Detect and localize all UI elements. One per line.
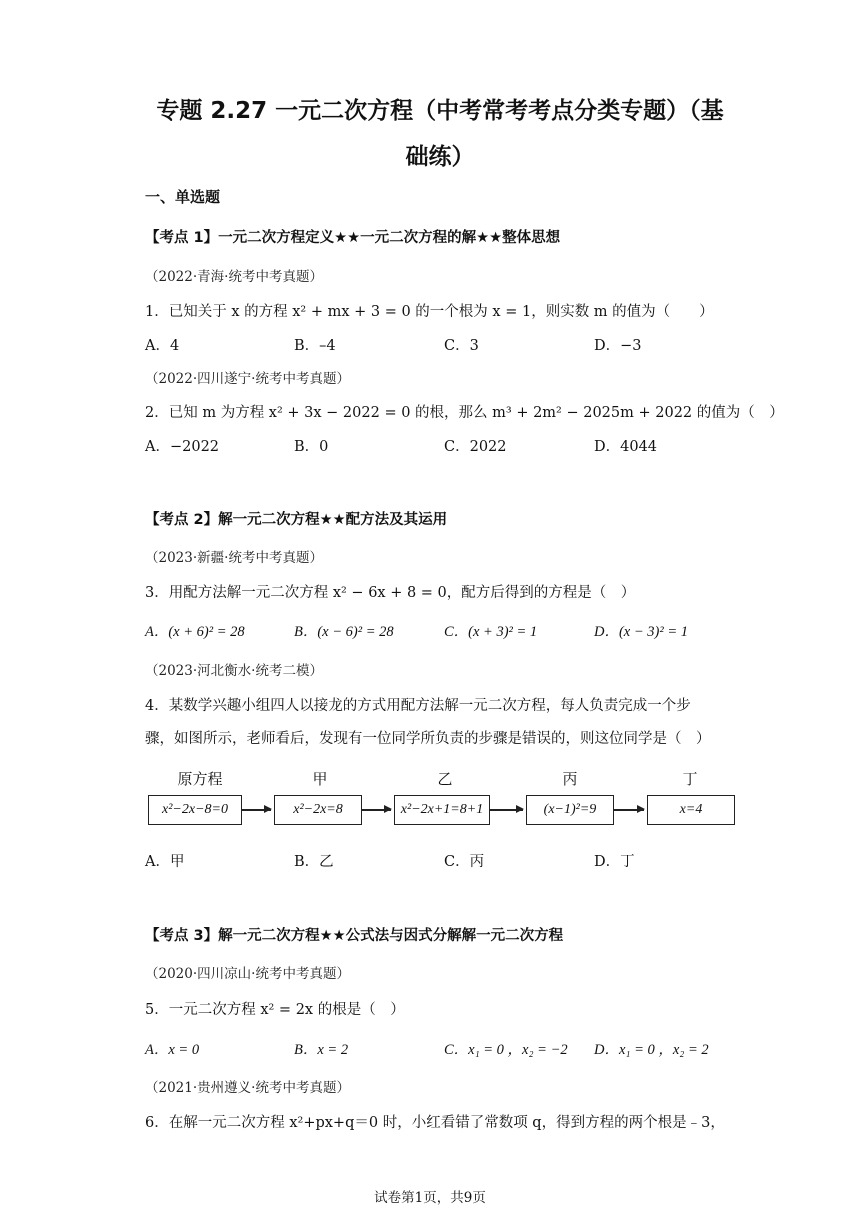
- question-source-1: （2022·青海·统考中考真题）: [145, 269, 323, 285]
- question-stem-4-line1: 4．某数学兴趣小组四人以接龙的方式用配方法解一元二次方程，每人负责完成一个步: [145, 698, 691, 714]
- page-title: 专题 2.27 一元二次方程（中考常考考点分类专题）（基: [156, 98, 724, 124]
- option-4d: D．丁: [594, 854, 635, 870]
- option-3c: C．(x + 3)² = 1: [444, 624, 538, 640]
- flow-arrow-2: [362, 809, 391, 811]
- option-3b: B．(x − 6)² = 28: [294, 624, 394, 640]
- option-5c: C．x₁ = 0 ，x₂ = −2: [444, 1042, 568, 1058]
- flow-box-yi: x²−2x+1=8+1: [394, 795, 490, 825]
- option-5d: D．x₁ = 0 ，x₂ = 2: [594, 1042, 709, 1058]
- flow-arrow-4: [614, 809, 644, 811]
- page-footer: 试卷第1页，共9页: [374, 1190, 486, 1206]
- option-4c: C．丙: [444, 854, 485, 870]
- option-3a: A．(x + 6)² = 28: [145, 624, 245, 640]
- section-heading: 一、单选题: [145, 188, 221, 206]
- page-title-continued: 础练）: [405, 144, 475, 170]
- question-stem-3: 3．用配方法解一元二次方程 x² − 6x + 8 = 0，配方后得到的方程是（ ）: [145, 585, 636, 601]
- option-1a: A．4: [145, 338, 180, 354]
- question-source-4: （2023·河北衡水·统考二模）: [145, 663, 323, 679]
- question-stem-6: 6．在解一元二次方程 x²+px+q＝0 时，小红看错了常数项 q，得到方程的两个根是﹣3，: [145, 1115, 725, 1131]
- option-2d: D．4044: [594, 439, 658, 455]
- flow-diagram: [145, 768, 745, 830]
- kaodian-heading-2: 【考点 2】解一元二次方程★★配方法及其运用: [145, 512, 448, 528]
- question-stem-4-line2: 骤，如图所示，老师看后，发现有一位同学所负责的步骤是错误的，则这位同学是（ ）: [145, 731, 711, 747]
- flow-box-ding: x=4: [647, 795, 735, 825]
- question-stem-1: 1．已知关于 x 的方程 x² + mx + 3 = 0 的一个根为 x = 1，则实数 m 的值为（ ）: [145, 304, 714, 320]
- question-stem-5: 5．一元二次方程 x² = 2x 的根是（ ）: [145, 1002, 405, 1018]
- question-source-5: （2020·四川凉山·统考中考真题）: [145, 966, 350, 982]
- option-2a: A．−2022: [145, 439, 220, 455]
- kaodian-heading-1: 【考点 1】一元二次方程定义★★一元二次方程的解★★整体思想: [145, 230, 561, 246]
- question-source-6: （2021·贵州遵义·统考中考真题）: [145, 1080, 350, 1096]
- option-2c: C．2022: [444, 439, 507, 455]
- flow-arrow-1: [242, 809, 271, 811]
- option-1d: D．−3: [594, 338, 642, 354]
- flow-box-bing: (x−1)²=9: [526, 795, 614, 825]
- flow-label-ding: 丁: [682, 770, 698, 788]
- question-source-3: （2023·新疆·统考中考真题）: [145, 550, 323, 566]
- option-4a: A．甲: [145, 854, 185, 870]
- question-source-2: （2022·四川遂宁·统考中考真题）: [145, 371, 350, 387]
- option-4b: B．乙: [294, 854, 334, 870]
- question-stem-2: 2．已知 m 为方程 x² + 3x − 2022 = 0 的根，那么 m³ + 2m² − 2025m + 2022 的值为（ ）: [145, 405, 784, 421]
- kaodian-heading-3: 【考点 3】解一元二次方程★★公式法与因式分解解一元二次方程: [145, 928, 564, 944]
- option-3d: D．(x − 3)² = 1: [594, 624, 688, 640]
- option-2b: B．0: [294, 439, 329, 455]
- flow-label-jia: 甲: [312, 770, 328, 788]
- flow-label-original: 原方程: [177, 770, 223, 788]
- flow-label-yi: 乙: [437, 770, 453, 788]
- option-1b: B．–4: [294, 338, 336, 354]
- flow-label-bing: 丙: [562, 770, 578, 788]
- flow-arrow-3: [490, 809, 523, 811]
- option-5b: B．x = 2: [294, 1042, 349, 1058]
- flow-box-jia: x²−2x=8: [274, 795, 362, 825]
- flow-box-original: x²−2x−8=0: [148, 795, 242, 825]
- option-5a: A．x = 0: [145, 1042, 200, 1058]
- option-1c: C．3: [444, 338, 479, 354]
